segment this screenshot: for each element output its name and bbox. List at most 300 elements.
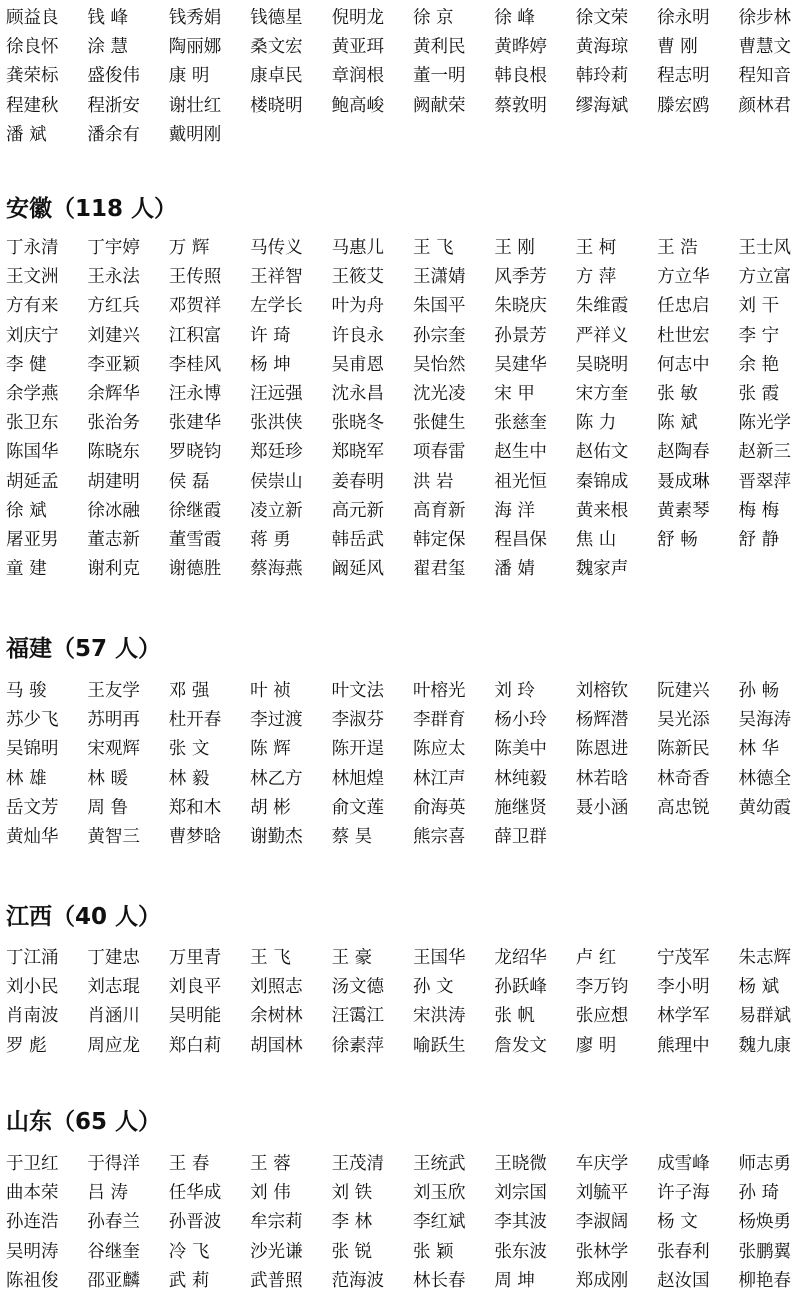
name-entry: 秦锦成 xyxy=(575,471,629,492)
name-entry: 张鹏翼 xyxy=(738,1241,792,1262)
name-entry: 叶 祯 xyxy=(250,681,291,701)
name-entry: 任忠启 xyxy=(657,296,710,317)
name-entry: 屠亚男 xyxy=(6,529,59,550)
name-entry: 吴海涛 xyxy=(738,710,792,731)
name-entry: 刘 干 xyxy=(738,296,780,317)
name-entry: 徐永明 xyxy=(657,8,710,28)
name-entry: 梅 梅 xyxy=(738,500,780,521)
name-entry: 江积富 xyxy=(168,325,222,346)
name-entry: 李过渡 xyxy=(250,710,303,731)
name-entry: 余树林 xyxy=(250,1006,303,1027)
name-entry: 王统武 xyxy=(412,1154,466,1174)
name-entry: 张 敏 xyxy=(657,383,698,404)
name-entry: 康 明 xyxy=(168,66,210,87)
name-entry: 张慈奎 xyxy=(494,413,547,434)
name-entry: 黄素琴 xyxy=(657,500,710,521)
name-entry: 侯 磊 xyxy=(168,471,210,492)
name-entry: 姜春明 xyxy=(331,471,385,492)
name-entry: 叶文法 xyxy=(331,681,385,701)
name-entry: 董雪霞 xyxy=(168,529,222,550)
name-entry: 李群育 xyxy=(412,710,466,731)
name-entry: 沙光谦 xyxy=(250,1241,303,1262)
name-entry: 阙献荣 xyxy=(412,95,466,116)
name-entry: 方立富 xyxy=(738,267,792,288)
name-entry: 孙景芳 xyxy=(494,325,547,346)
name-entry: 丁建忠 xyxy=(87,948,140,968)
name-entry: 胡延孟 xyxy=(6,471,59,492)
name-entry: 李小明 xyxy=(657,977,710,998)
name-entry: 林奇香 xyxy=(657,768,710,789)
name-entry: 郑和木 xyxy=(168,797,222,818)
name-entry: 郑成刚 xyxy=(575,1270,629,1291)
name-entry: 李红斌 xyxy=(412,1212,466,1233)
name-entry: 张建华 xyxy=(168,413,222,434)
name-entry: 翟君玺 xyxy=(412,559,466,580)
name-entry: 俞海英 xyxy=(412,797,466,818)
name-entry: 谢壮红 xyxy=(168,95,222,116)
name-entry: 于得洋 xyxy=(87,1154,140,1174)
name-entry: 王文洲 xyxy=(6,267,59,288)
name-entry: 王潇婧 xyxy=(412,267,466,288)
name-entry: 韩玲莉 xyxy=(575,66,629,87)
name-entry: 涂 慧 xyxy=(87,37,128,58)
name-entry: 林旭煌 xyxy=(331,768,385,789)
name-entry: 谷继奎 xyxy=(87,1241,140,1262)
name-entry: 王永法 xyxy=(87,267,140,288)
name-entry: 王 豪 xyxy=(331,948,373,968)
name-entry: 喻跃生 xyxy=(412,1035,466,1056)
name-entry: 童 建 xyxy=(6,559,47,580)
name-entry: 朱晓庆 xyxy=(494,296,547,317)
name-entry: 林 暖 xyxy=(87,768,128,789)
name-entry: 吴明涛 xyxy=(6,1241,59,1262)
name-entry: 郑晓军 xyxy=(331,442,385,463)
name-entry: 谢利克 xyxy=(87,559,140,580)
name-entry: 吴晓明 xyxy=(575,354,629,375)
name-entry: 张 锐 xyxy=(331,1241,373,1262)
name-entry: 舒 静 xyxy=(738,529,780,550)
name-entry: 易群斌 xyxy=(738,1006,792,1027)
name-entry: 胡建明 xyxy=(87,471,140,492)
name-entry: 宋 甲 xyxy=(494,383,535,404)
name-entry: 程建秋 xyxy=(6,95,59,116)
name-entry: 陈晓东 xyxy=(87,442,140,463)
name-entry: 陶丽娜 xyxy=(168,37,222,58)
name-entry: 郑廷珍 xyxy=(250,442,303,463)
name-entry: 许良永 xyxy=(331,325,385,346)
name-entry: 刘庆宁 xyxy=(6,325,59,346)
name-entry: 韩定保 xyxy=(412,529,466,550)
name-entry: 赵佑文 xyxy=(575,442,629,463)
name-entry: 汪霭江 xyxy=(331,1006,385,1027)
name-entry: 郑白莉 xyxy=(168,1035,222,1056)
name-entry: 杨焕勇 xyxy=(738,1212,792,1233)
name-entry: 龙绍华 xyxy=(494,948,547,968)
name-entry: 邵亚麟 xyxy=(87,1270,140,1291)
name-entry: 祖光恒 xyxy=(494,471,547,492)
name-entry: 焦 山 xyxy=(575,529,617,550)
name-entry: 刘小民 xyxy=(6,977,59,998)
name-entry: 潘 斌 xyxy=(6,124,47,145)
name-entry: 张健生 xyxy=(412,413,466,434)
name-entry: 王祥智 xyxy=(250,267,303,288)
name-entry: 林若晗 xyxy=(575,768,629,789)
name-entry: 刘宗国 xyxy=(494,1183,547,1204)
name-entry: 陈新民 xyxy=(657,739,710,760)
name-entry: 王 浩 xyxy=(657,238,698,258)
name-entry: 马 骏 xyxy=(6,681,47,701)
name-entry: 桑文宏 xyxy=(250,37,303,58)
name-entry: 于卫红 xyxy=(6,1154,59,1174)
name-entry: 钱秀娟 xyxy=(168,8,222,28)
name-entry: 曹慧文 xyxy=(738,37,792,58)
name-entry: 张林学 xyxy=(575,1241,629,1262)
name-entry: 万里青 xyxy=(168,948,222,968)
name-entry: 张 颖 xyxy=(412,1241,454,1262)
name-entry: 方 萍 xyxy=(575,267,617,288)
name-entry: 冷 飞 xyxy=(168,1241,210,1262)
name-entry: 王国华 xyxy=(412,948,466,968)
name-entry: 蔡海燕 xyxy=(250,559,303,580)
name-entry: 车庆学 xyxy=(575,1154,629,1174)
name-entry: 徐 峰 xyxy=(494,8,535,28)
name-entry: 洪 岩 xyxy=(412,471,454,492)
name-entry: 孙晋波 xyxy=(168,1212,222,1233)
name-entry: 张卫东 xyxy=(6,413,59,434)
name-entry: 朱国平 xyxy=(412,296,466,317)
name-entry: 陈 辉 xyxy=(250,739,291,760)
name-entry: 陈 力 xyxy=(575,413,617,434)
name-entry: 方有来 xyxy=(6,296,59,317)
name-entry: 王晓微 xyxy=(494,1154,547,1174)
name-grid-anhui xyxy=(6,234,800,584)
name-entry: 余辉华 xyxy=(87,383,140,404)
name-entry: 程志明 xyxy=(657,66,710,87)
name-entry: 曹梦晗 xyxy=(168,826,222,847)
name-entry: 廖 明 xyxy=(575,1035,617,1056)
name-entry: 朱志辉 xyxy=(738,948,792,968)
name-entry: 刘毓平 xyxy=(575,1183,629,1204)
name-entry: 万 辉 xyxy=(168,238,210,258)
name-entry: 徐素萍 xyxy=(331,1035,385,1056)
name-entry: 陈应太 xyxy=(412,739,466,760)
name-entry: 程昌保 xyxy=(494,529,547,550)
name-entry: 聂小涵 xyxy=(575,797,629,818)
name-entry: 舒 畅 xyxy=(657,529,698,550)
name-entry: 苏少飞 xyxy=(6,710,59,731)
name-entry: 鲍高峻 xyxy=(331,95,385,116)
name-grid-shandong xyxy=(6,1150,800,1296)
name-entry: 余 艳 xyxy=(738,354,780,375)
name-entry: 杨辉潜 xyxy=(575,710,629,731)
name-entry: 刘照志 xyxy=(250,977,303,998)
name-entry: 曲本荣 xyxy=(6,1183,59,1204)
name-entry: 武 莉 xyxy=(168,1270,210,1291)
name-entry: 程知音 xyxy=(738,66,792,87)
name-entry: 李 宁 xyxy=(738,325,780,346)
name-entry: 王 飞 xyxy=(250,948,291,968)
name-entry: 吴甫恩 xyxy=(331,354,385,375)
name-entry: 凌立新 xyxy=(250,500,303,521)
name-entry: 阚延风 xyxy=(331,559,385,580)
name-entry: 宋观辉 xyxy=(87,739,140,760)
name-entry: 徐冰融 xyxy=(87,500,140,521)
name-entry: 林 华 xyxy=(738,739,780,760)
name-entry: 高元新 xyxy=(331,500,385,521)
name-entry: 戴明刚 xyxy=(168,124,222,145)
name-entry: 盛俊伟 xyxy=(87,66,140,87)
name-entry: 罗晓钧 xyxy=(168,442,222,463)
name-entry: 孙 琦 xyxy=(738,1183,780,1204)
name-entry: 马惠儿 xyxy=(331,238,385,258)
name-entry: 钱德星 xyxy=(250,8,303,28)
name-entry: 林乙方 xyxy=(250,768,303,789)
name-entry: 吴怡然 xyxy=(412,354,466,375)
name-entry: 张治务 xyxy=(87,413,140,434)
name-entry: 海 洋 xyxy=(494,500,535,521)
name-entry: 张晓冬 xyxy=(331,413,385,434)
name-entry: 黄晔婷 xyxy=(494,37,547,58)
name-entry: 张 霞 xyxy=(738,383,780,404)
name-entry: 吴建华 xyxy=(494,354,547,375)
name-entry: 刘榕钦 xyxy=(575,681,629,701)
name-entry: 魏家声 xyxy=(575,559,629,580)
name-entry: 周 鲁 xyxy=(87,797,128,818)
name-entry: 李淑芬 xyxy=(331,710,385,731)
name-entry: 李淑阔 xyxy=(575,1212,629,1233)
name-entry: 王筱艾 xyxy=(331,267,385,288)
name-entry: 汪远强 xyxy=(250,383,303,404)
name-entry: 丁宇婷 xyxy=(87,238,140,258)
name-entry: 陈美中 xyxy=(494,739,547,760)
name-entry: 晋翠萍 xyxy=(738,471,792,492)
name-entry: 韩岳武 xyxy=(331,529,385,550)
name-entry: 孙 畅 xyxy=(738,681,780,701)
name-entry: 严祥义 xyxy=(575,325,629,346)
name-entry: 张春利 xyxy=(657,1241,710,1262)
name-entry: 潘余有 xyxy=(87,124,140,145)
name-entry: 王士风 xyxy=(738,238,792,258)
name-entry: 黄灿华 xyxy=(6,826,59,847)
name-entry: 张 文 xyxy=(168,739,210,760)
name-entry: 王 飞 xyxy=(412,238,454,258)
name-entry: 徐 斌 xyxy=(6,500,47,521)
name-entry: 陈光学 xyxy=(738,413,792,434)
name-entry: 俞文莲 xyxy=(331,797,385,818)
name-entry: 黄来根 xyxy=(575,500,629,521)
name-entry: 高忠锐 xyxy=(657,797,710,818)
name-entry: 陈开逞 xyxy=(331,739,385,760)
name-entry: 熊理中 xyxy=(657,1035,710,1056)
name-entry: 蔡敦明 xyxy=(494,95,547,116)
name-entry: 刘 铁 xyxy=(331,1183,373,1204)
name-entry: 汤文德 xyxy=(331,977,385,998)
name-entry: 胡国林 xyxy=(250,1035,303,1056)
name-entry: 邓贺祥 xyxy=(168,296,222,317)
name-entry: 沈永昌 xyxy=(331,383,385,404)
name-entry: 徐良怀 xyxy=(6,37,59,58)
name-entry: 林德全 xyxy=(738,768,792,789)
name-entry: 余学燕 xyxy=(6,383,59,404)
name-entry: 邓 强 xyxy=(168,681,210,701)
name-entry: 刘良平 xyxy=(168,977,222,998)
name-entry: 牟宗莉 xyxy=(250,1212,303,1233)
name-entry: 王传照 xyxy=(168,267,222,288)
name-entry: 王 春 xyxy=(168,1154,210,1174)
name-entry: 宁茂军 xyxy=(657,948,710,968)
name-entry: 楼晓明 xyxy=(250,95,303,116)
name-entry: 陈 斌 xyxy=(657,413,698,434)
name-entry: 吴光添 xyxy=(657,710,710,731)
name-entry: 徐步林 xyxy=(738,8,792,28)
name-entry: 康卓民 xyxy=(250,66,303,87)
name-entry: 武普照 xyxy=(250,1270,303,1291)
name-entry: 马传义 xyxy=(250,238,303,258)
name-entry: 林江声 xyxy=(412,768,466,789)
name-entry: 方红兵 xyxy=(87,296,140,317)
name-entry: 刘玉欣 xyxy=(412,1183,466,1204)
name-grid-fujian xyxy=(6,677,800,852)
name-entry: 詹发文 xyxy=(494,1035,547,1056)
name-entry: 徐 京 xyxy=(412,8,454,28)
name-entry: 黄海琼 xyxy=(575,37,629,58)
name-entry: 曹 刚 xyxy=(657,37,698,58)
name-entry: 赵陶春 xyxy=(657,442,710,463)
name-entry: 朱维霞 xyxy=(575,296,629,317)
name-entry: 丁江涌 xyxy=(6,948,59,968)
name-entry: 林长春 xyxy=(412,1270,466,1291)
name-entry: 柳艳春 xyxy=(738,1270,792,1291)
name-entry: 孙宗奎 xyxy=(412,325,466,346)
name-entry: 李 林 xyxy=(331,1212,373,1233)
name-entry: 程浙安 xyxy=(87,95,140,116)
name-entry: 颜林君 xyxy=(738,95,792,116)
name-entry: 魏九康 xyxy=(738,1035,792,1056)
name-entry: 黄智三 xyxy=(87,826,140,847)
name-entry: 杨 文 xyxy=(657,1212,698,1233)
name-entry: 李 健 xyxy=(6,354,47,375)
name-entry: 师志勇 xyxy=(738,1154,792,1174)
name-entry: 任华成 xyxy=(168,1183,222,1204)
name-entry: 吴锦明 xyxy=(6,739,59,760)
name-entry: 施继贤 xyxy=(494,797,547,818)
name-entry: 宋方奎 xyxy=(575,383,629,404)
name-entry: 章润根 xyxy=(331,66,385,87)
name-entry: 徐文荣 xyxy=(575,8,629,28)
name-entry: 陈祖俊 xyxy=(6,1270,59,1291)
name-entry: 许 琦 xyxy=(250,325,291,346)
name-entry: 高育新 xyxy=(412,500,466,521)
name-entry: 刘 伟 xyxy=(250,1183,291,1204)
name-entry: 缪海斌 xyxy=(575,95,629,116)
name-entry: 熊宗喜 xyxy=(412,826,466,847)
name-entry: 林学军 xyxy=(657,1006,710,1027)
name-entry: 周 坤 xyxy=(494,1270,535,1291)
name-entry: 杨小玲 xyxy=(494,710,547,731)
name-entry: 叶榕光 xyxy=(412,681,466,701)
name-entry: 许子海 xyxy=(657,1183,710,1204)
name-entry: 项春雷 xyxy=(412,442,466,463)
name-entry: 刘 玲 xyxy=(494,681,535,701)
section-heading-fujian: 福建（57 人） xyxy=(6,636,162,662)
name-entry: 张 帆 xyxy=(494,1006,535,1027)
name-entry: 王 柯 xyxy=(575,238,617,258)
name-entry: 滕宏鸥 xyxy=(657,95,710,116)
name-entry: 蒋 勇 xyxy=(250,529,291,550)
name-entry: 李亚颖 xyxy=(87,354,140,375)
name-entry: 杜开春 xyxy=(168,710,222,731)
name-entry: 范海波 xyxy=(331,1270,385,1291)
name-entry: 陈恩进 xyxy=(575,739,629,760)
name-entry: 王 蓉 xyxy=(250,1154,291,1174)
name-entry: 孙连浩 xyxy=(6,1212,59,1233)
name-entry: 董一明 xyxy=(412,66,466,87)
name-entry: 方立华 xyxy=(657,267,710,288)
name-entry: 徐继霞 xyxy=(168,500,222,521)
name-entry: 林 雄 xyxy=(6,768,47,789)
name-entry: 赵汝国 xyxy=(657,1270,710,1291)
name-entry: 张东波 xyxy=(494,1241,547,1262)
name-entry: 杨 斌 xyxy=(738,977,780,998)
name-entry: 王友学 xyxy=(87,681,140,701)
name-entry: 苏明再 xyxy=(87,710,140,731)
section-heading-shandong: 山东（65 人） xyxy=(6,1109,162,1135)
name-entry: 左学长 xyxy=(250,296,303,317)
name-grid-jiangxi xyxy=(6,944,800,1061)
name-entry: 潘 婧 xyxy=(494,559,535,580)
name-entry: 王茂清 xyxy=(331,1154,385,1174)
name-entry: 陈国华 xyxy=(6,442,59,463)
section-heading-anhui: 安徽（118 人） xyxy=(6,196,178,222)
name-entry: 李桂风 xyxy=(168,354,222,375)
name-entry: 黄幼霞 xyxy=(738,797,792,818)
name-entry: 沈光凌 xyxy=(412,383,466,404)
name-entry: 黄利民 xyxy=(412,37,466,58)
name-entry: 孙春兰 xyxy=(87,1212,140,1233)
name-entry: 张应想 xyxy=(575,1006,629,1027)
name-entry: 聂成琳 xyxy=(657,471,710,492)
name-entry: 罗 彪 xyxy=(6,1035,47,1056)
section-heading-jiangxi: 江西（40 人） xyxy=(6,904,162,930)
name-entry: 汪永博 xyxy=(168,383,222,404)
name-entry: 阮建兴 xyxy=(657,681,710,701)
name-entry: 孙 文 xyxy=(412,977,454,998)
name-entry: 蔡 昊 xyxy=(331,826,373,847)
name-entry: 孙跃峰 xyxy=(494,977,547,998)
name-entry: 倪明龙 xyxy=(331,8,385,28)
name-entry: 吕 涛 xyxy=(87,1183,128,1204)
name-entry: 李其波 xyxy=(494,1212,547,1233)
name-entry: 岳文芳 xyxy=(6,797,59,818)
name-entry: 成雪峰 xyxy=(657,1154,710,1174)
name-entry: 叶为舟 xyxy=(331,296,385,317)
name-grid-top xyxy=(6,4,800,150)
name-entry: 韩良根 xyxy=(494,66,547,87)
name-entry: 杨 坤 xyxy=(250,354,291,375)
name-entry: 杜世宏 xyxy=(657,325,710,346)
name-entry: 肖南波 xyxy=(6,1006,59,1027)
name-entry: 赵生中 xyxy=(494,442,547,463)
name-entry: 谢勤杰 xyxy=(250,826,303,847)
name-entry: 卢 红 xyxy=(575,948,617,968)
name-entry: 李万钧 xyxy=(575,977,629,998)
name-entry: 丁永清 xyxy=(6,238,59,258)
name-entry: 黄亚珥 xyxy=(331,37,385,58)
name-entry: 薛卫群 xyxy=(494,826,547,847)
name-entry: 刘志琨 xyxy=(87,977,140,998)
name-entry: 林纯毅 xyxy=(494,768,547,789)
name-entry: 宋洪涛 xyxy=(412,1006,466,1027)
